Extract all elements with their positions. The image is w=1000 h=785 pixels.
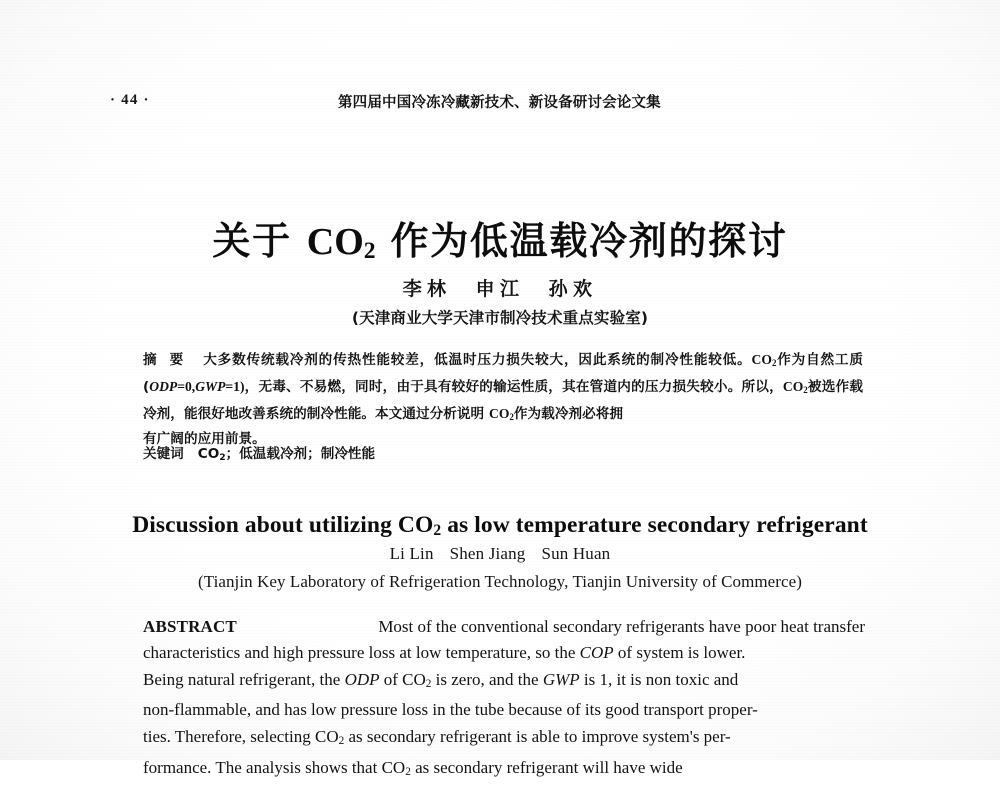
chinese-abstract-line3c: 作为载冷剂必将拥	[514, 406, 623, 422]
cop-symbol: COP	[580, 643, 614, 662]
chinese-authors: 李林 申江 孙欢	[0, 274, 1000, 301]
english-abstract-label: ABSTRACT	[143, 614, 237, 640]
english-affiliation: (Tianjin Key Laboratory of Refrigeration Technology, Tianjin University of Commerce)	[0, 572, 1000, 592]
chinese-abstract-line3b: 被选作载冷剂，能很好地改善系统的制冷性能。本文通过分析说明	[143, 379, 863, 422]
page-number: · 44 ·	[110, 92, 150, 109]
chinese-abstract-label: 摘要	[143, 352, 196, 368]
chinese-abstract-co2-third	[489, 406, 514, 421]
english-abstract-line6b: as secondary refrigerant will have wide	[411, 758, 683, 777]
co2-subscript: 2	[426, 678, 432, 690]
co2-subscript: 2	[803, 385, 807, 395]
english-abstract-line-3	[143, 667, 865, 698]
chinese-affiliation: (天津商业大学天津市制冷技术重点实验室)	[0, 306, 1000, 328]
chinese-abstract-line4: 有广阔的应用前景。	[143, 431, 266, 447]
english-author-1: Li Lin	[390, 544, 434, 563]
english-author-3: Sun Huan	[541, 544, 610, 563]
co2-text: CO	[489, 406, 509, 421]
running-head-title: 第四届中国冷冻冷藏新技术、新设备研讨会论文集	[338, 91, 661, 112]
english-title-pre: Discussion about utilizing CO	[132, 512, 433, 538]
english-abstract-line6a: formance. The analysis shows that CO	[143, 758, 405, 777]
co2-subscript: 2	[772, 358, 776, 368]
english-title-subscript: 2	[433, 522, 441, 539]
english-abstract-line-4: non-flammable, and has low pressure loss in the tube because of its good transport proper-	[143, 697, 865, 723]
chinese-title-subscript: 2	[364, 239, 376, 265]
chinese-keywords-text: ；低温载冷剂；制冷性能	[226, 446, 376, 462]
english-abstract-line2b: of system is lower.	[614, 643, 746, 662]
chinese-abstract-line1a: 大多数传统载冷剂的传热性能较差，低温时压力损失较大，因此系统的制冷性能较低。	[203, 352, 751, 368]
co2-text: CO	[783, 379, 803, 394]
chinese-title-co: CO	[307, 221, 364, 263]
co2-subscript: 2	[219, 453, 225, 463]
english-abstract-line3a: Being natural refrigerant, the	[143, 670, 345, 689]
running-head	[110, 92, 890, 114]
co2-text: CO	[752, 352, 772, 367]
english-abstract-line3b: of CO	[380, 670, 426, 689]
chinese-keywords	[143, 443, 863, 469]
chinese-title-pre: 关于	[212, 219, 306, 263]
chinese-abstract-line2a: 自然工质(	[143, 352, 863, 395]
english-abstract-line3c: is zero, and the	[431, 670, 542, 689]
english-abstract	[143, 614, 865, 785]
english-abstract-line5b: as secondary refrigerant is able to improve system's per-	[344, 727, 731, 746]
co2-subscript: 2	[405, 766, 411, 778]
english-abstract-line5a: ties. Therefore, selecting CO	[143, 727, 339, 746]
co2-text: CO	[198, 446, 220, 462]
gwp-symbol: GWP	[195, 379, 225, 394]
co2-subscript: 2	[339, 735, 345, 747]
english-title-post: as low temperature secondary refrigerant	[441, 512, 868, 538]
chinese-title-formula	[307, 221, 376, 263]
chinese-abstract-co2-second	[783, 379, 808, 394]
odp-symbol: ODP	[149, 379, 177, 394]
english-abstract-line3d: is 1, it is non toxic and	[580, 670, 739, 689]
english-abstract-line2a: characteristics and high pressure loss at low temperature, so the	[143, 643, 580, 662]
english-title	[0, 512, 1000, 540]
english-abstract-line1-text: Most of the conventional secondary refrigerants have poor heat transfer	[378, 614, 865, 640]
odp-symbol: ODP	[345, 670, 380, 689]
english-abstract-line-6	[143, 755, 865, 785]
english-abstract-line-5	[143, 724, 865, 755]
chinese-abstract-line3a: 小。所以，	[714, 379, 783, 395]
chinese-abstract	[143, 348, 863, 451]
chinese-title-post: 作为低温载冷剂的探讨	[376, 219, 788, 263]
english-authors	[0, 544, 1000, 564]
chinese-abstract-line1b: 作为	[776, 352, 806, 368]
english-author-2: Shen Jiang	[450, 544, 526, 563]
english-abstract-line-2	[143, 640, 865, 666]
chinese-abstract-co2-first	[752, 352, 777, 367]
chinese-abstract-line2b: ，无毒、不易燃，同时，由于具有较好的输运性质，其在管道内的压力损失较	[244, 379, 713, 395]
co2-subscript: 2	[509, 411, 513, 421]
english-abstract-line-1	[143, 614, 865, 640]
chinese-keywords-label: 关键词	[143, 446, 184, 462]
chinese-title	[0, 221, 1000, 265]
gwp-value: =1)	[225, 379, 244, 394]
english-abstract-body	[143, 614, 865, 785]
keywords-co2	[198, 446, 226, 462]
gwp-symbol: GWP	[543, 670, 580, 689]
odp-value: =0,	[177, 379, 195, 394]
